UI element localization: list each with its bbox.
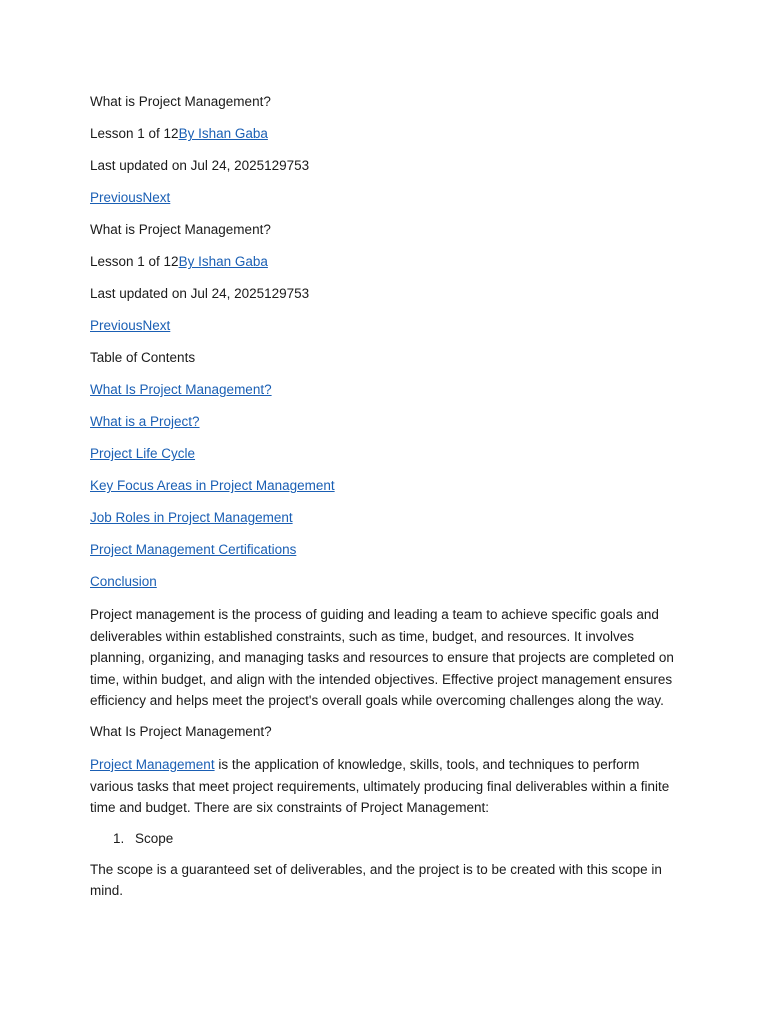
constraints-list — [90, 829, 680, 849]
toc-heading: Table of Contents — [90, 350, 196, 365]
definition-text: is the application of knowledge, skills, tools, and techniques to perform various tasks that meet project requirements, ultimately producing final deliverables within a finite time and budget. There are six constraints of Project Management: — [90, 756, 670, 816]
next-link[interactable]: Next — [142, 318, 171, 333]
document-body — [90, 92, 680, 912]
toc-item-conclusion — [90, 572, 680, 592]
toc-link[interactable]: Job Roles in Project Management — [90, 510, 293, 525]
list-item — [90, 829, 680, 849]
section-heading: What Is Project Management? — [90, 723, 272, 739]
toc-link[interactable]: Key Focus Areas in Project Management — [90, 478, 335, 493]
toc-item-project-life-cycle — [90, 444, 680, 464]
lesson-byline — [90, 252, 680, 272]
scope-paragraph: The scope is a guaranteed set of deliverables, and the project is to be created with this scope in mind. — [90, 861, 662, 899]
article-title: What is Project Management? — [90, 94, 271, 109]
last-updated: Last updated on Jul 24, 2025129753 — [90, 286, 310, 301]
author-link[interactable]: By Ishan Gaba — [178, 126, 268, 141]
toc-item-what-is-a-project — [90, 412, 680, 432]
last-updated: Last updated on Jul 24, 2025129753 — [90, 158, 310, 173]
toc-item-certifications — [90, 540, 680, 560]
project-management-link[interactable]: Project Management — [90, 756, 215, 772]
previous-link[interactable]: Previous — [90, 318, 143, 333]
lesson-counter: Lesson 1 of 12 — [90, 254, 179, 269]
article-title: What is Project Management? — [90, 222, 271, 237]
intro-paragraph: Project management is the process of guiding and leading a team to achieve specific goals and deliverables within established constraints, such as time, budget, and resources. It involves planning, organizing, and managing tasks and resources to ensure that projects are completed on time, within budget, and align with the intended objectives. Effective project management ensures efficiency and helps meet the project's overall goals while overcoming challenges along the way. — [90, 607, 674, 709]
toc-item-job-roles — [90, 508, 680, 528]
toc-link[interactable]: Conclusion — [90, 574, 157, 589]
list-item-label: Scope — [135, 830, 174, 846]
previous-link[interactable]: Previous — [90, 190, 143, 205]
next-link[interactable]: Next — [142, 190, 171, 205]
pagination-links — [90, 188, 680, 208]
toc-link[interactable]: Project Management Certifications — [90, 542, 297, 557]
list-item-number: 1. — [113, 830, 125, 846]
toc-link[interactable]: What is a Project? — [90, 414, 200, 429]
lesson-counter: Lesson 1 of 12 — [90, 126, 179, 141]
toc-item-key-focus-areas — [90, 476, 680, 496]
toc-link[interactable]: Project Life Cycle — [90, 446, 196, 461]
pagination-links — [90, 316, 680, 336]
lesson-byline — [90, 124, 680, 144]
definition-paragraph — [90, 754, 680, 819]
toc-link[interactable]: What Is Project Management? — [90, 382, 272, 397]
toc-item-what-is-project-management — [90, 380, 680, 400]
author-link[interactable]: By Ishan Gaba — [178, 254, 268, 269]
